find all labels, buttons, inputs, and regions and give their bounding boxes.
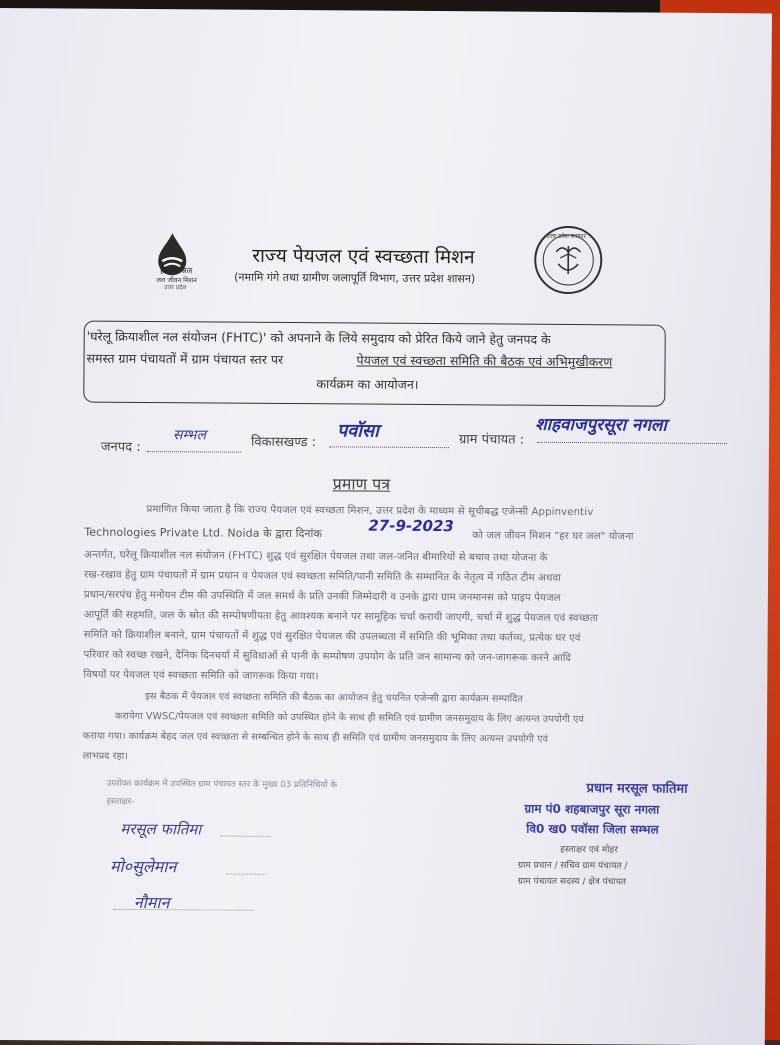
signature-3: नौमान bbox=[134, 891, 170, 913]
body-line-1: प्रमाणित किया जाता है कि राज्य पेयजल एवं स्वच्छता मिशन, उत्तर प्रदेश के माध्यम से सूचीबद्ध एजेन्सी Appinventiv bbox=[146, 501, 593, 518]
date-value: 27-9-2023 bbox=[368, 517, 454, 536]
subject-box bbox=[83, 321, 666, 407]
subject-line-3: कार्यक्रम का आयोजन। bbox=[316, 375, 418, 393]
body-line-9: विषयों पर पेयजल एवं स्वच्छता समिति को जागरूक किया गया। bbox=[83, 667, 318, 683]
body-line-12: कराया गया। कार्यक्रम बेहद जल एवं स्वच्छता से सम्बन्धित होने के साथ ही समिति एवं ग्रामीण जनसमुदाय के लिए अत्यन्त उपयोगी एवं bbox=[83, 729, 548, 745]
logo-text-1: हर घर जल bbox=[160, 265, 192, 276]
page-subtitle: (नमामि गंगे तथा ग्रामीण जलापूर्ति विभाग, उत्तर प्रदेश शासन) bbox=[234, 270, 475, 287]
body-line-13: लाभप्रद रहा। bbox=[83, 749, 128, 762]
janpad-line bbox=[147, 451, 241, 453]
subject-line-2b: पेयजल एवं स्वच्छता समिति की बैठक एवं अभिमुखीकरण bbox=[356, 351, 612, 370]
body-line-2a: Technologies Private Ltd. Noida के द्वारा दिनांक bbox=[84, 525, 322, 542]
body-line-2b: को जल जीवन मिशन "हर घर जल" योजना bbox=[472, 527, 633, 542]
body-line-7: समिति को क्रियाशील बनाने, ग्राम पंचायतों में शुद्ध एवं सुरक्षित पेयजल की उपलब्धता में समिति की भूमिका तथा कर्तव्य, प्रत्येक घर एवं bbox=[84, 627, 581, 644]
document-page bbox=[0, 8, 772, 1045]
stamp-line-1: प्रधान मरसूल फातिमा bbox=[587, 778, 688, 797]
signatory-line-1: हस्ताक्षर एवं मोहर bbox=[560, 842, 618, 855]
stamp-line-2: ग्राम पं0 शहबाजपुर सूरा नगला bbox=[524, 800, 659, 818]
gram-panchayat-label: ग्राम पंचायत : bbox=[459, 429, 524, 447]
body-line-8: परिवार को स्वच्छ रखने, दैनिक दिनचर्या में सुविधाओं से पानी के सम्पोषण उपयोग के प्रति जन सामान्य को जन-जागरूक करने आदि bbox=[83, 647, 571, 664]
stamp-line-3: वि0 ख0 पवॉसा जिला सम्भल bbox=[526, 820, 658, 838]
gram-panchayat-line bbox=[537, 442, 727, 444]
certificate-title: प्रमाण पत्र bbox=[333, 472, 391, 494]
body-line-4: रख-रखाव हेतु ग्राम पंचायतों में ग्राम प्रधान व पेयजल एवं स्वच्छता समिति/पानी समिति के सम्मानित के नेतृत्व में गठित टीम अथवा bbox=[84, 567, 561, 584]
body-line-11: करायेगा VWSC/पेयजल एवं स्वच्छता समिति को उपस्थित होने के साथ ही समिति एवं ग्रामीण जनसमुदाय के लिए अत्यन्त उपयोगी एवं bbox=[115, 709, 584, 725]
janpad-label: जनपद : bbox=[101, 437, 141, 455]
body-line-3: अन्तर्गत, घरेलू क्रियाशील नल संयोजन (FHTC) शुद्ध एवं सुरक्षित पेयजल तथा जल-जनित बीमारियों से बचाव तथा योजना के bbox=[84, 547, 548, 564]
left-note-line-1: उपरोक्त कार्यक्रम में उपस्थित ग्राम पंचायत स्तर के मुख्य 03 प्रतिनिधियों के bbox=[107, 777, 337, 791]
vikaskhand-label: विकासखण्ड : bbox=[251, 432, 316, 450]
logo-text-2: जल जीवन मिशन bbox=[156, 275, 197, 284]
signatory-line-2: ग्राम प्रधान / सचिव ग्राम पंचायत / bbox=[518, 858, 628, 872]
vikaskhand-value: पवॉसा bbox=[337, 418, 379, 442]
vikaskhand-line bbox=[329, 446, 449, 448]
signature-1: मरसूल फातिमा bbox=[120, 819, 201, 840]
page-title: राज्य पेयजल एवं स्वच्छता मिशन bbox=[252, 242, 475, 270]
gram-panchayat-value: शाहवाजपुरसूरा नगला bbox=[535, 412, 667, 436]
body-line-10: इस बैठक में पेयजल एवं स्वच्छता समिति की बैठक का आयोजन हेतु चयनित एजेन्सी द्वारा कार्यक्रम सम्पादित bbox=[145, 689, 523, 705]
logo-text-3: उत्तर प्रदेश bbox=[164, 283, 187, 291]
signature-1-line bbox=[220, 836, 270, 837]
subject-line-1: 'घरेलू क्रियाशील नल संयोजन (FHTC)' को अपनाने के लिये समुदाय को प्रेरित किये जाने हेतु जनपद के bbox=[87, 328, 551, 348]
body-line-6: आपूर्ति की सहमति, जल के स्रोत की सम्पोषणीयता हेतु आवश्यक बनाने पर सामूहिक चर्चा करायी जाएगी, चर्चा में शुद्ध पेयजल एवं स्वच्छता bbox=[84, 607, 598, 625]
signatory-line-3: ग्राम पंचायत सदस्य / क्षेत्र पंचायत bbox=[518, 874, 626, 888]
up-government-emblem bbox=[532, 224, 605, 297]
subject-line-2a: समस्त ग्राम पंचायतों में ग्राम पंचायत स्तर पर bbox=[86, 350, 283, 368]
har-ghar-jal-logo bbox=[148, 231, 210, 293]
signature-2: मो०सुलेमान bbox=[110, 855, 176, 877]
janpad-value: सम्भल bbox=[173, 425, 206, 444]
left-note-line-2: हस्ताक्षर- bbox=[106, 795, 134, 807]
emblem-text: उत्तर प्रदेश सरकार bbox=[546, 232, 586, 240]
body-line-5: प्रधान/सरपंच हेतु मनोयन टीम की उपस्थिति में जल समर्थ के प्रति उनकी जिम्मेदारी व उनके द्वारा ग्राम जनमानस को पाइप पेयजल bbox=[84, 587, 561, 604]
signature-2-line bbox=[226, 874, 266, 875]
